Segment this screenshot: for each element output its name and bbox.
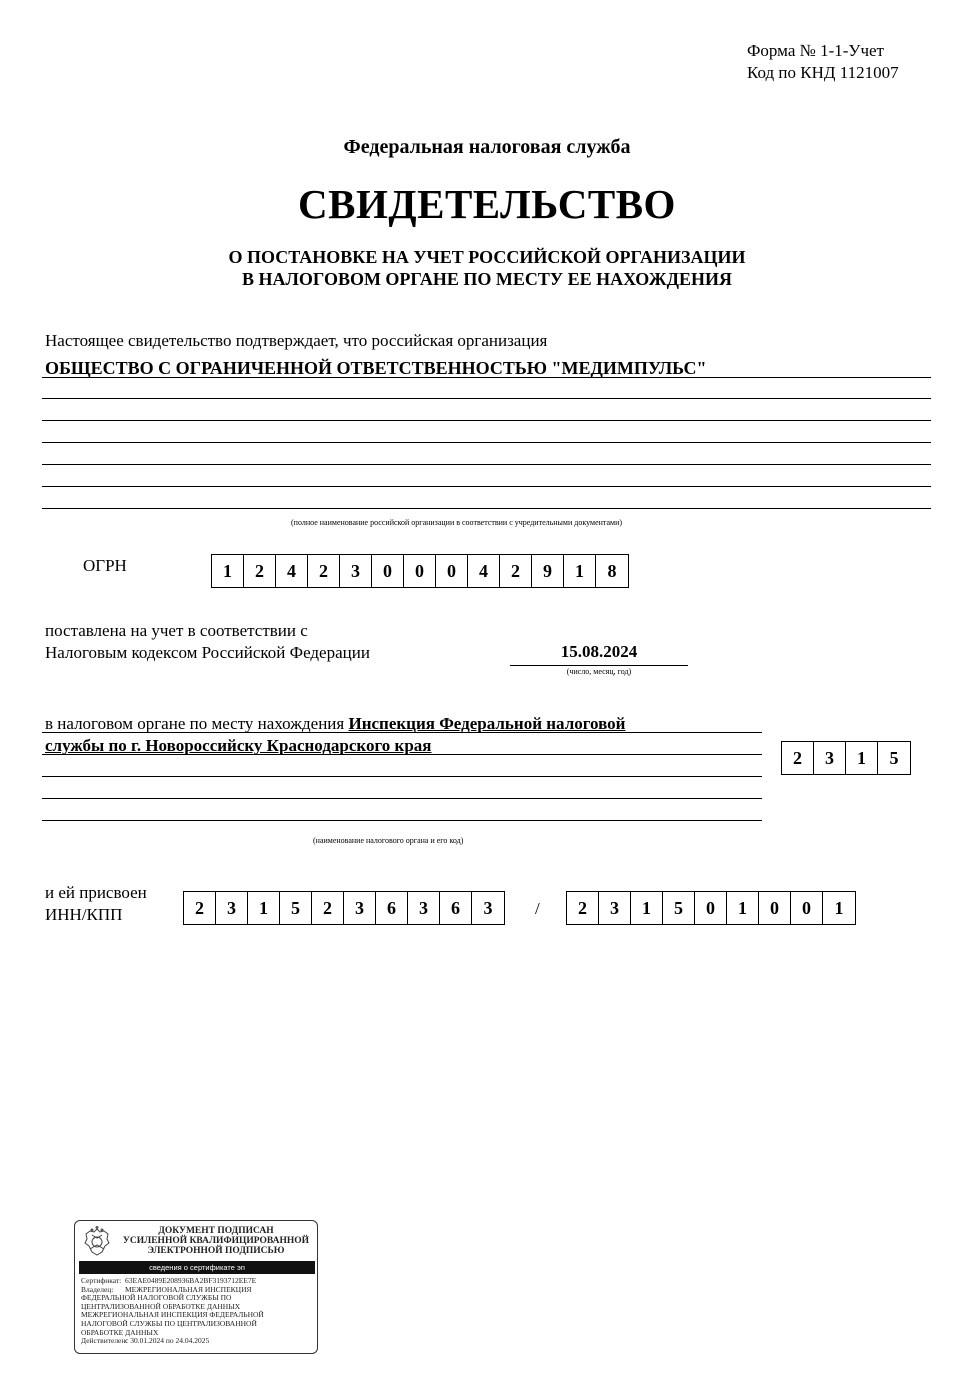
authority-code-digit: 3 <box>814 742 846 774</box>
organization-name: ОБЩЕСТВО С ОГРАНИЧЕННОЙ ОТВЕТСТВЕННОСТЬЮ "МЕДИМПУЛЬС" <box>45 358 707 378</box>
ogrn-digit: 0 <box>404 555 436 587</box>
name-line-2 <box>42 398 931 399</box>
ogrn-digit: 1 <box>564 555 596 587</box>
stamp-title-2: УСИЛЕННОЙ КВАЛИФИЦИРОВАННОЙ <box>122 1236 310 1246</box>
ogrn-digit: 0 <box>436 555 468 587</box>
date-caption: (число, месяц, год) <box>566 667 632 676</box>
authority-code-digit: 5 <box>889 747 899 768</box>
name-line-7 <box>42 508 931 509</box>
registration-date: 15.08.2024 <box>560 642 638 661</box>
stamp-bar: сведения о сертификате эп <box>79 1261 315 1274</box>
inn-kpp-label-1: и ей присвоен <box>45 883 147 902</box>
authority-line-3 <box>42 776 762 777</box>
ogrn-digit: 2 <box>500 555 532 587</box>
date-line <box>510 665 688 666</box>
stamp-body <box>81 1277 313 1346</box>
kpp-digit: 2 <box>567 892 599 924</box>
inn-digit: 3 <box>408 892 440 924</box>
signature-stamp <box>74 1220 318 1354</box>
tax-authority-prefix: в налоговом органе по месту нахождения <box>45 714 345 733</box>
inn-digit: 1 <box>248 892 280 924</box>
name-line-4 <box>42 442 931 443</box>
kpp-digit: 0 <box>791 892 823 924</box>
tax-authority-caption: (наименование налогового органа и его код) <box>313 836 464 845</box>
inn-digit: 6 <box>376 892 408 924</box>
authority-code-digit: 2 <box>782 742 814 774</box>
form-number: Форма № 1-1-Учет <box>747 41 884 60</box>
ogrn-digit: 2 <box>308 555 340 587</box>
kpp-digit: 3 <box>599 892 631 924</box>
cert-value: 63EAE0489E208936BA2BF3193712EE7E <box>125 1276 257 1285</box>
kpp-digit: 0 <box>695 892 727 924</box>
inn-digit: 3 <box>216 892 248 924</box>
inn-digit: 3 <box>483 897 493 918</box>
document-subtitle <box>0 246 974 290</box>
registration-text-1: поставлена на учет в соответствии с <box>45 621 308 640</box>
inn-cells <box>183 891 505 925</box>
agency-name: Федеральная налоговая служба <box>343 136 631 158</box>
kpp-digit: 5 <box>663 892 695 924</box>
inn-digit: 3 <box>344 892 376 924</box>
authority-line-2 <box>42 754 762 755</box>
valid-value: с 30.01.2024 по 24.04.2025 <box>125 1336 210 1346</box>
emblem-icon <box>80 1225 114 1259</box>
ogrn-digit: 3 <box>340 555 372 587</box>
subtitle-line-2: В НАЛОГОВОМ ОРГАНЕ ПО МЕСТУ ЕЕ НАХОЖДЕНИЯ <box>242 269 732 289</box>
owner-label: Владелец: <box>81 1284 114 1294</box>
owner-line-5: НАЛОГОВОЙ СЛУЖБЫ ПО ЦЕНТРАЛИЗОВАННОЙ <box>81 1318 257 1328</box>
ogrn-label: ОГРН <box>83 556 127 575</box>
inn-digit: 2 <box>312 892 344 924</box>
authority-line-4 <box>42 798 762 799</box>
owner-line-1: МЕЖРЕГИОНАЛЬНАЯ ИНСПЕКЦИЯ <box>125 1284 252 1294</box>
name-line-3 <box>42 420 931 421</box>
kpp-digit: 1 <box>727 892 759 924</box>
ogrn-digit: 8 <box>607 560 617 581</box>
ogrn-digit: 2 <box>244 555 276 587</box>
inn-digit: 5 <box>280 892 312 924</box>
name-line-6 <box>42 486 931 487</box>
stamp-title <box>119 1226 313 1256</box>
organization-caption: (полное наименование российской организации в соответствии с учредительными документами) <box>291 518 623 527</box>
authority-line-1 <box>42 732 762 733</box>
tax-authority-name-2: службы по г. Новороссийску Краснодарского края <box>45 736 432 755</box>
owner-line-2: ФЕДЕРАЛЬНОЙ НАЛОГОВОЙ СЛУЖБЫ ПО <box>81 1293 232 1303</box>
form-code-block <box>747 40 899 84</box>
stamp-title-1: ДОКУМЕНТ ПОДПИСАН <box>158 1226 274 1236</box>
authority-line-5 <box>42 820 762 821</box>
name-line-5 <box>42 464 931 465</box>
cert-label: Сертификат: <box>81 1276 122 1285</box>
ogrn-digit: 9 <box>532 555 564 587</box>
registration-text-2: Налоговым кодексом Российской Федерации <box>45 643 370 662</box>
stamp-title-3: ЭЛЕКТРОННОЙ ПОДПИСЬЮ <box>147 1246 285 1256</box>
ogrn-digit: 1 <box>212 555 244 587</box>
authority-code-digit: 1 <box>846 742 878 774</box>
inn-kpp-label-2: ИНН/КПП <box>45 905 123 924</box>
kpp-cells <box>566 891 856 925</box>
inn-kpp-separator: / <box>535 899 540 918</box>
subtitle-line-1: О ПОСТАНОВКЕ НА УЧЕТ РОССИЙСКОЙ ОРГАНИЗАЦИИ <box>228 247 746 267</box>
valid-label: Действителен: <box>81 1336 128 1346</box>
tax-authority-name-1: Инспекция Федеральной налоговой <box>348 714 626 733</box>
ogrn-cells <box>211 554 629 588</box>
intro-text: Настоящее свидетельство подтверждает, что российская организация <box>45 331 548 350</box>
owner-line-6: ОБРАБОТКЕ ДАННЫХ <box>81 1327 159 1337</box>
tax-authority-code-cells <box>781 741 911 775</box>
ogrn-digit: 4 <box>276 555 308 587</box>
kpp-digit: 1 <box>834 897 844 918</box>
ogrn-digit: 0 <box>372 555 404 587</box>
kpp-digit: 1 <box>631 892 663 924</box>
inn-digit: 6 <box>440 892 472 924</box>
inn-digit: 2 <box>184 892 216 924</box>
document-title: СВИДЕТЕЛЬСТВО <box>298 181 676 227</box>
knd-code: Код по КНД 1121007 <box>747 63 899 82</box>
owner-line-3: ЦЕНТРАЛИЗОВАННОЙ ОБРАБОТКЕ ДАННЫХ <box>81 1301 241 1311</box>
kpp-digit: 0 <box>759 892 791 924</box>
tax-authority-row-1 <box>45 714 625 734</box>
owner-line-4: МЕЖРЕГИОНАЛЬНАЯ ИНСПЕКЦИЯ ФЕДЕРАЛЬНОЙ <box>81 1310 264 1320</box>
ogrn-digit: 4 <box>468 555 500 587</box>
name-line-1 <box>42 377 931 378</box>
